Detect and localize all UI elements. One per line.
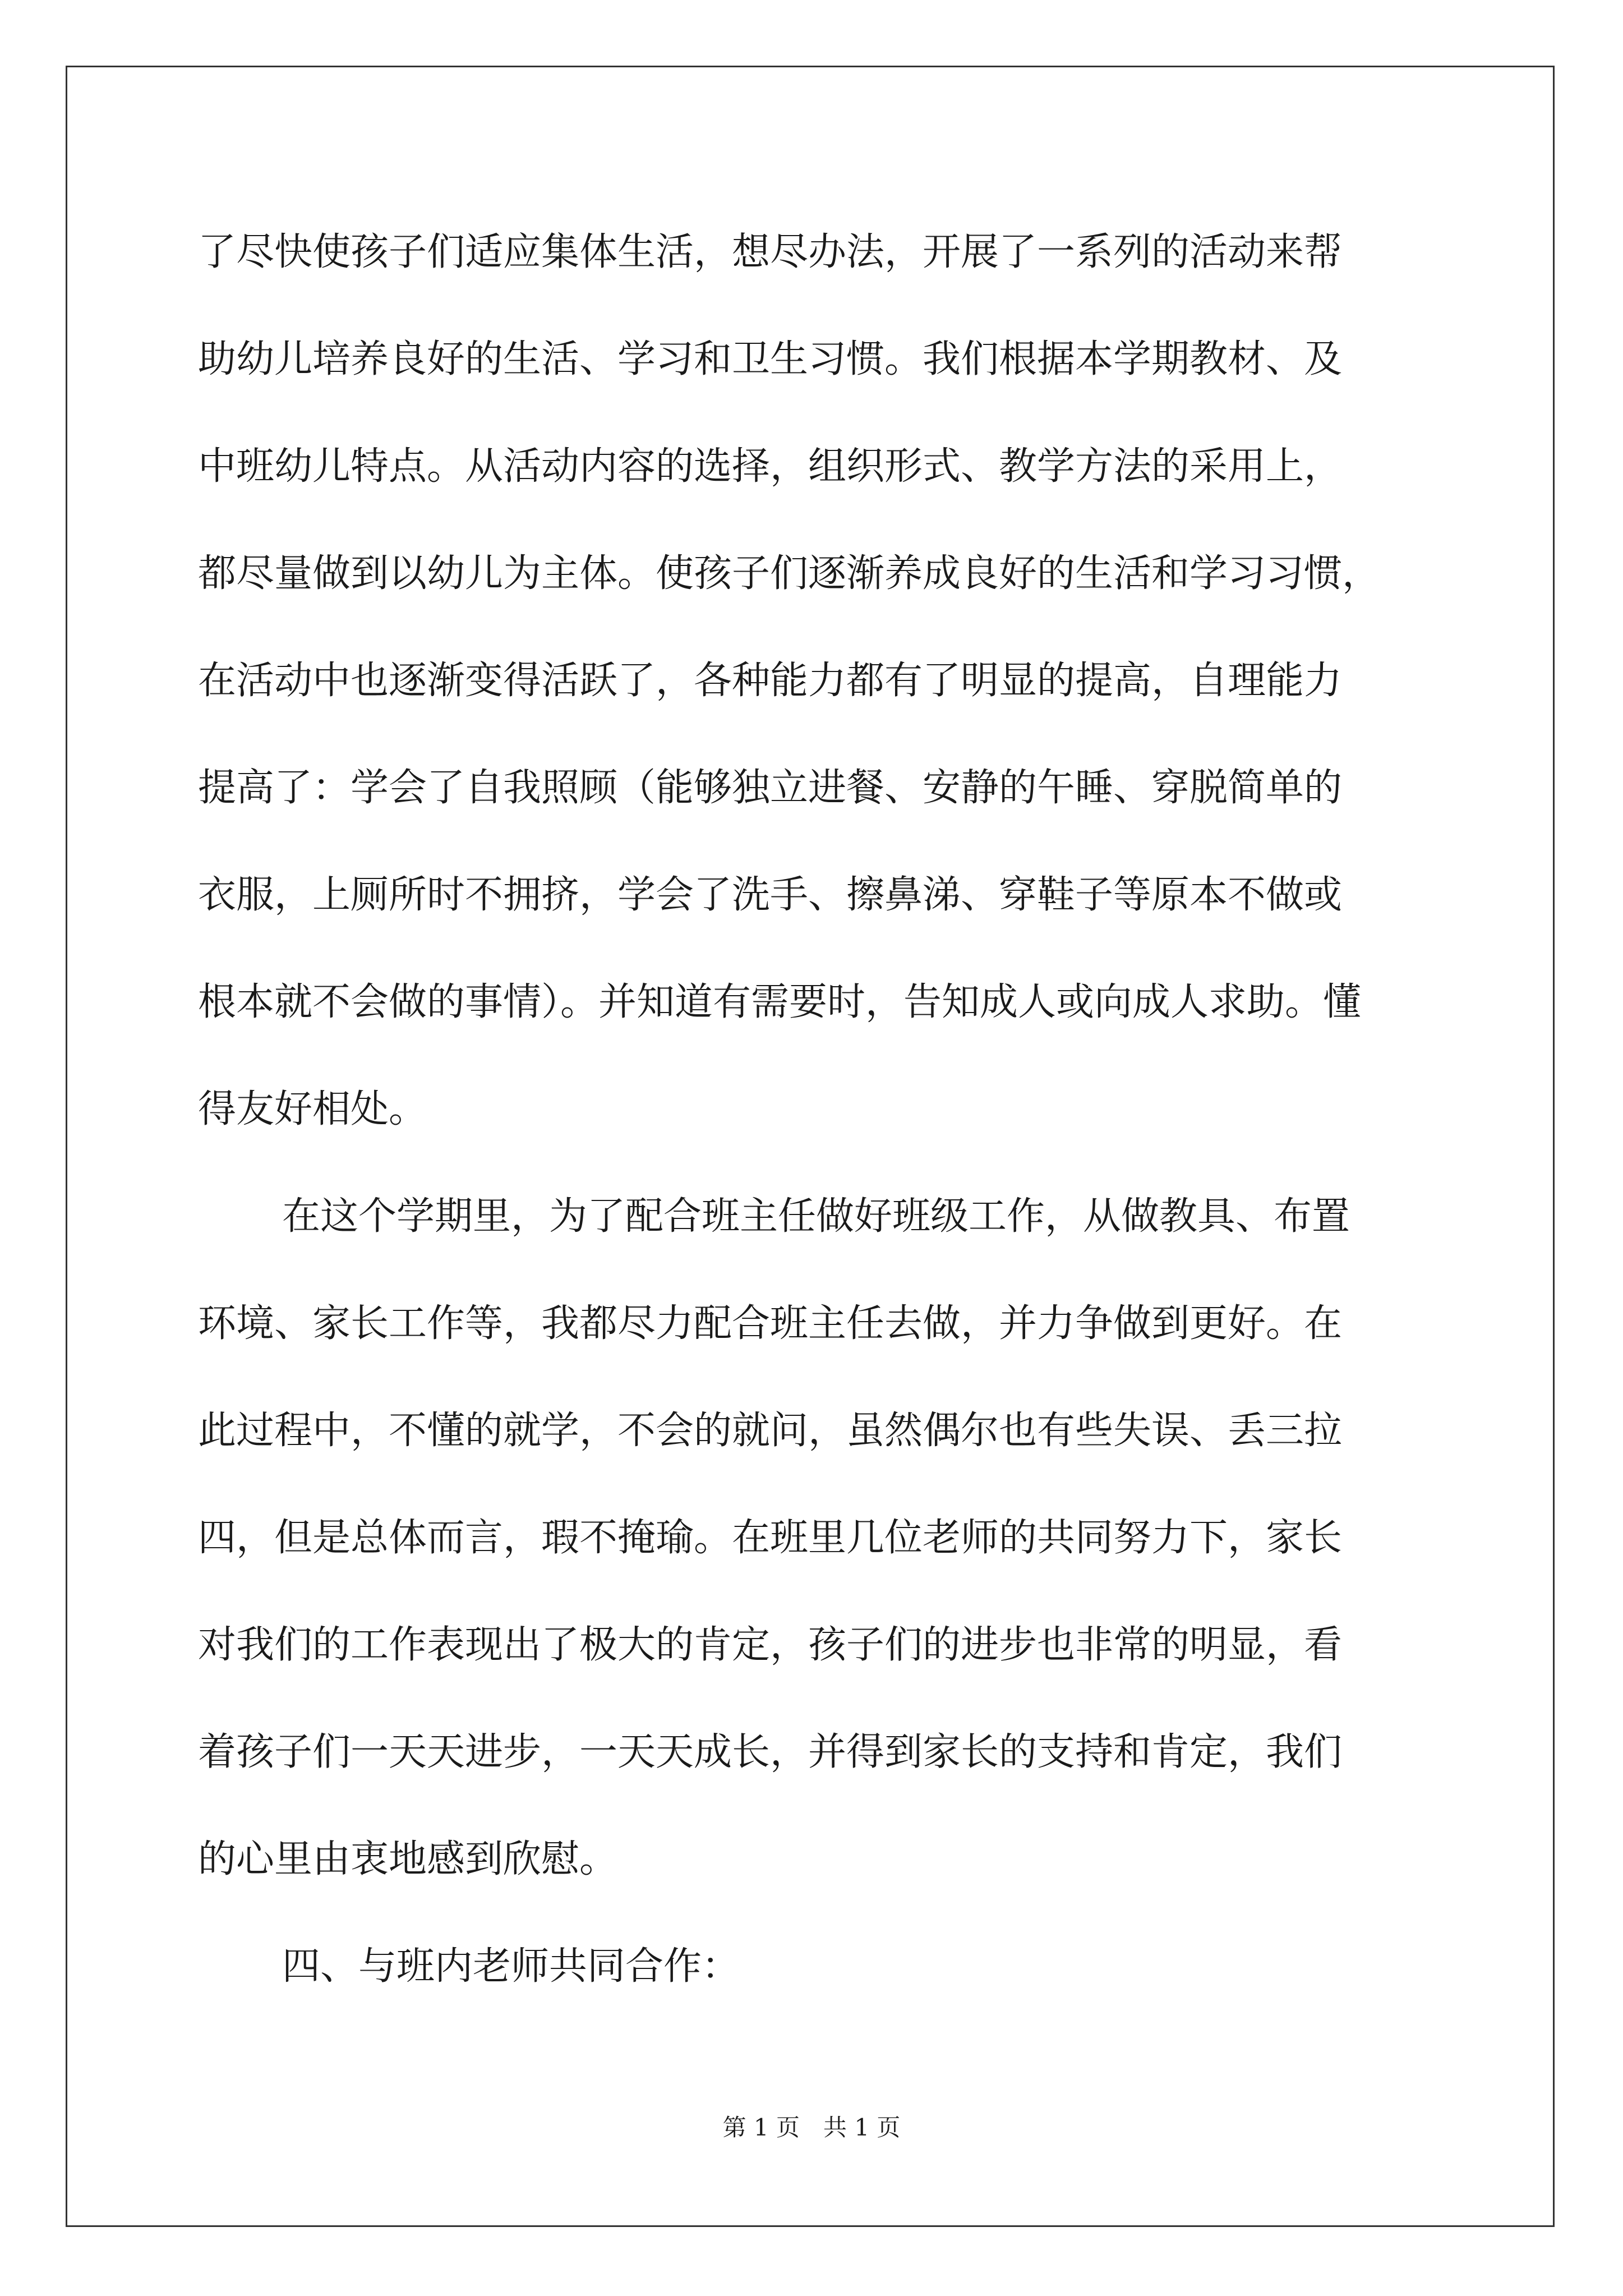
text-line: 对我们的工作表现出了极大的肯定，孩子们的进步也非常的明显，看 xyxy=(198,1623,1343,1667)
text-line: 着孩子们一天天进步，一天天成长，并得到家长的支持和肯定，我们 xyxy=(198,1730,1343,1774)
text-line: 环境、家长工作等，我都尽力配合班主任去做，并力争做到更好。在 xyxy=(198,1301,1343,1346)
text-line: 都尽量做到以幼儿为主体。使孩子们逐渐养成良好的生活和学习习惯， xyxy=(198,551,1381,596)
text-line: 衣服，上厕所时不拥挤，学会了洗手、擦鼻涕、穿鞋子等原本不做或 xyxy=(198,873,1343,917)
text-line: 根本就不会做的事情）。并知道有需要时，告知成人或向成人求助。懂 xyxy=(198,980,1362,1024)
page-number: 第 1 页 共 1 页 xyxy=(722,2114,901,2141)
text-line: 得友好相处。 xyxy=(198,1087,427,1131)
text-line: 的心里由衷地感到欣慰。 xyxy=(198,1837,618,1881)
text-line: 了尽快使孩子们适应集体生活，想尽办法，开展了一系列的活动来帮 xyxy=(198,230,1343,274)
paragraph-first-line: 在这个学期里，为了配合班主任做好班级工作，从做教具、布置 xyxy=(282,1194,1350,1239)
text-line: 助幼儿培养良好的生活、学习和卫生习惯。我们根据本学期教材、及 xyxy=(198,337,1343,381)
section-heading: 四、与班内老师共同合作： xyxy=(282,1944,740,1989)
text-line: 四，但是总体而言，瑕不掩瑜。在班里几位老师的共同努力下，家长 xyxy=(198,1516,1343,1560)
text-line: 提高了：学会了自我照顾（能够独立进餐、安静的午睡、穿脱简单的 xyxy=(198,766,1343,810)
text-line: 中班幼儿特点。从活动内容的选择，组织形式、教学方法的采用上， xyxy=(198,444,1343,489)
page-border xyxy=(66,66,1555,2227)
text-line: 此过程中，不懂的就学，不会的就问，虽然偶尔也有些失误、丢三拉 xyxy=(198,1409,1343,1453)
text-line: 在活动中也逐渐变得活跃了，各种能力都有了明显的提高，自理能力 xyxy=(198,659,1343,703)
